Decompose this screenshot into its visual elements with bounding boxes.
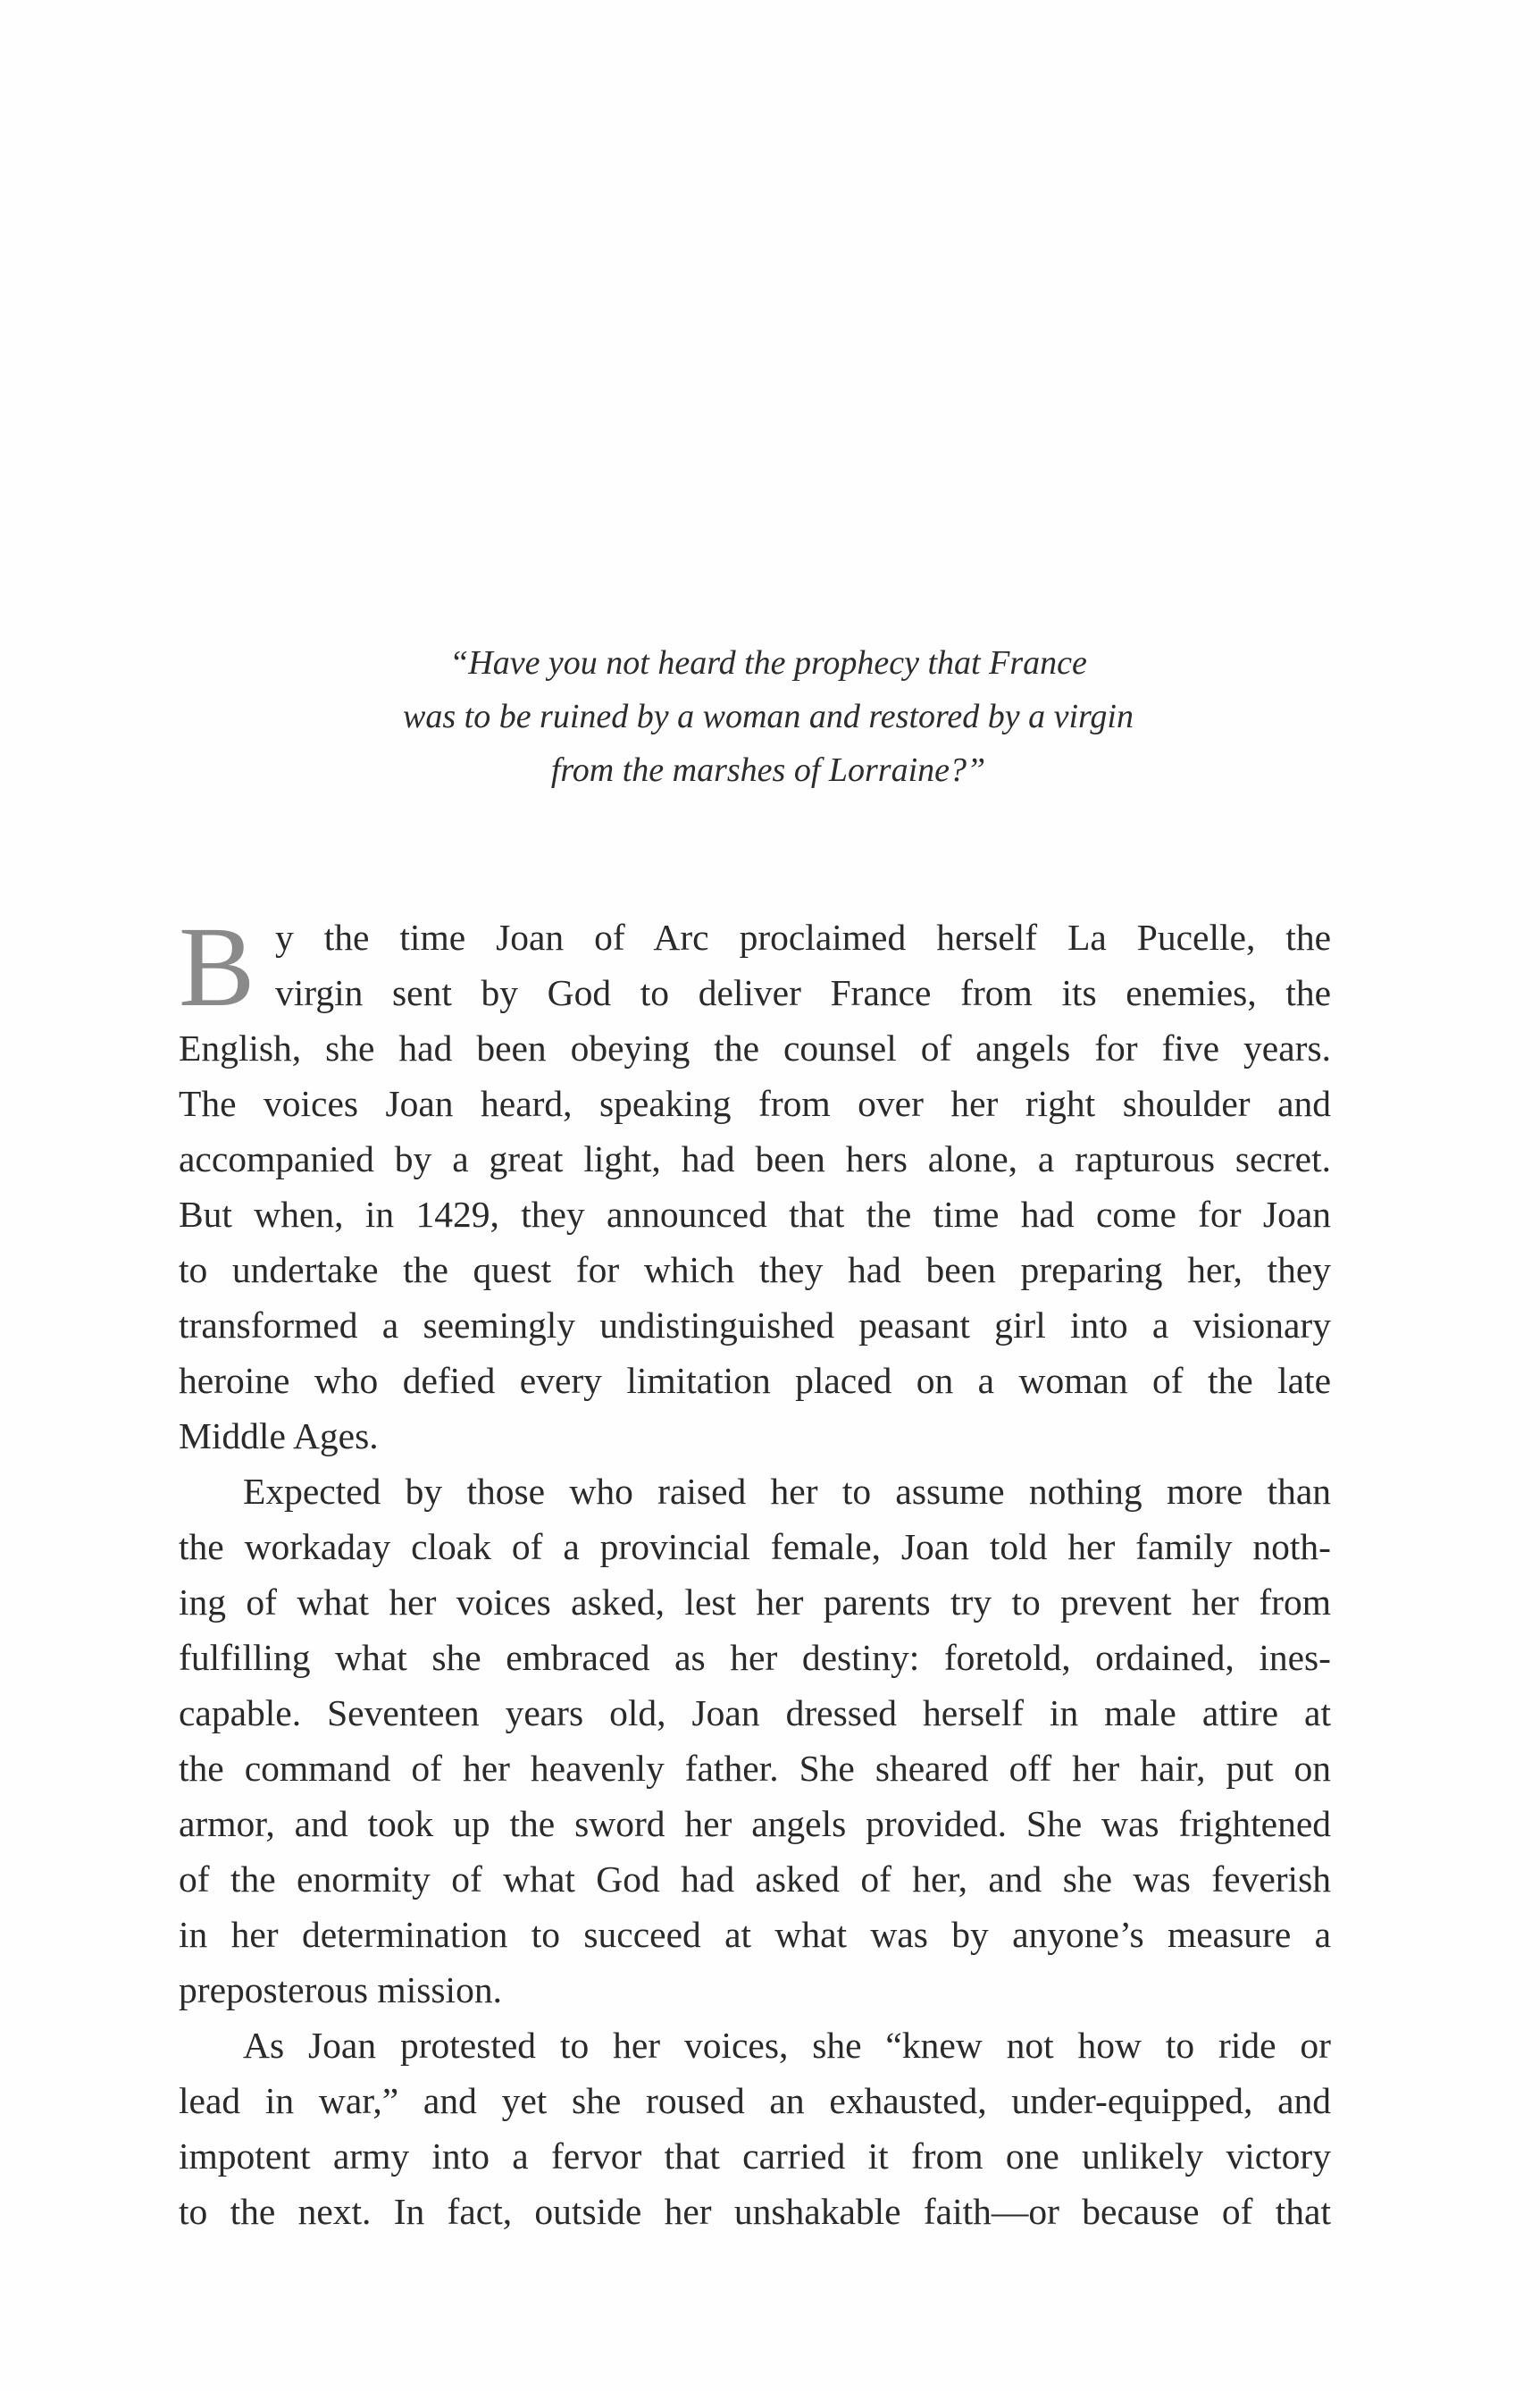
paragraph-line: armor, and took up the sword her angels provided. She was frightened — [179, 1803, 1331, 1844]
paragraph-line: As Joan protested to her voices, she “knew not how to ride or — [243, 2025, 1331, 2066]
paragraph-line: But when, in 1429, they announced that the time had come for Joan — [179, 1194, 1331, 1235]
epigraph-line: from the marshes of Lorraine?” — [550, 751, 986, 789]
paragraph-line: capable. Seventeen years old, Joan dressed herself in male attire at — [179, 1692, 1331, 1733]
epigraph-line: was to be ruined by a woman and restored by a virgin — [403, 698, 1134, 735]
paragraph-line: transformed a seemingly undistinguished peasant girl into a visionary — [179, 1305, 1331, 1346]
paragraph-line: of the enormity of what God had asked of her, and she was feverish — [179, 1858, 1331, 1900]
paragraph-line: to undertake the quest for which they had been preparing her, they — [179, 1249, 1331, 1290]
paragraph-line: Middle Ages. — [179, 1415, 379, 1456]
paragraph-line: Expected by those who raised her to assume nothing more than — [243, 1471, 1331, 1512]
paragraph-line: the command of her heavenly father. She sheared off her hair, put on — [179, 1748, 1331, 1789]
epigraph-line: “Have you not heard the prophecy that France — [449, 644, 1087, 682]
paragraph-line: y the time Joan of Arc proclaimed herself La Pucelle, the — [275, 917, 1331, 958]
paragraph-line: in her determination to succeed at what was by anyone’s measure a — [179, 1914, 1331, 1955]
paragraph-line: to the next. In fact, outside her unshakable faith—or because of that — [179, 2191, 1331, 2232]
epigraph — [339, 636, 1197, 797]
paragraph-line: accompanied by a great light, had been hers alone, a rapturous secret. — [179, 1138, 1331, 1179]
drop-cap: B — [179, 903, 255, 1030]
paragraph-line: ing of what her voices asked, lest her parents try to prevent her from — [179, 1581, 1331, 1623]
paragraph-line: lead in war,” and yet she roused an exhausted, under-equipped, and — [179, 2080, 1331, 2121]
paragraph-line: heroine who defied every limitation placed on a woman of the late — [179, 1360, 1331, 1401]
paragraph-line: the workaday cloak of a provincial female, Joan told her family noth- — [179, 1526, 1331, 1567]
paragraph-line: virgin sent by God to deliver France from its enemies, the — [275, 972, 1331, 1013]
paragraph-line: impotent army into a fervor that carried it from one unlikely victory — [179, 2135, 1331, 2177]
body-text — [179, 903, 1331, 2239]
paragraph-line: preposterous mission. — [179, 1969, 502, 2010]
paragraph-line: The voices Joan heard, speaking from over her right shoulder and — [179, 1083, 1331, 1124]
paragraph-line: English, she had been obeying the counsel of angels for five years. — [179, 1028, 1331, 1069]
paragraph-line: fulfilling what she embraced as her destiny: foretold, ordained, ines- — [179, 1637, 1331, 1678]
